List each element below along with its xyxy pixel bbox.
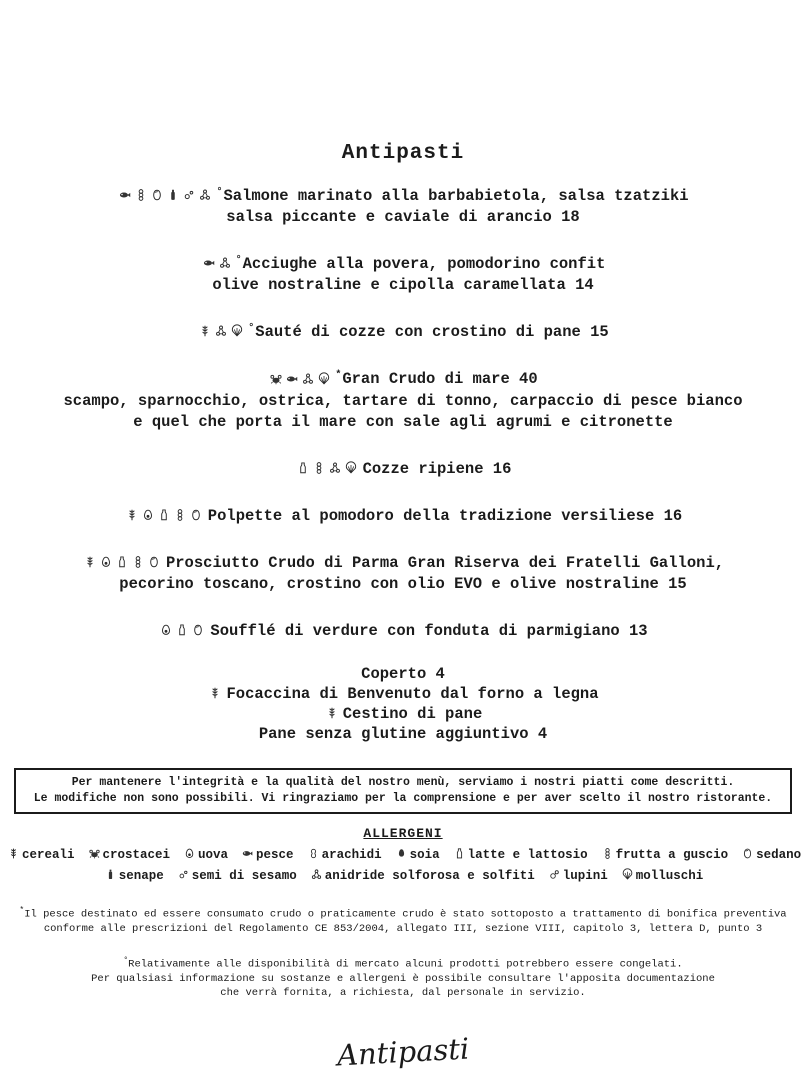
legend-label: uova [198, 848, 229, 863]
legend-label: soia [409, 848, 440, 863]
footnote-marker: ° [248, 323, 255, 335]
item-text: Acciughe alla povera, pomodorino confit [242, 255, 606, 274]
footnote-marker: ° [235, 255, 242, 267]
menu-item-prosciutto [0, 549, 806, 595]
frutta-a-guscio-icon [173, 508, 187, 522]
sedano-icon [147, 555, 161, 569]
menu-item-saute-di-cozze [0, 318, 806, 343]
legend-label: molluschi [635, 869, 704, 884]
coperto-line: Pane senza glutine aggiuntivo 4 [258, 725, 548, 744]
sedano-icon [191, 623, 205, 637]
legend-entry [182, 848, 228, 862]
frutta-a-guscio-icon [134, 188, 148, 202]
legend-icon [306, 848, 322, 862]
footnote-marker: * [19, 906, 25, 916]
anidride-solforosa-icon [198, 188, 212, 202]
allergen-icons [207, 685, 223, 703]
menu-item-salmone [0, 182, 806, 228]
legend-icon [87, 848, 103, 862]
pesce-icon [285, 372, 299, 386]
notice-line: Le modifiche non sono possibili. Vi ringraziamo per la comprensione e per aver scelto il nostro ristorante. [33, 792, 773, 806]
uova-icon [99, 555, 113, 569]
frutta-a-guscio-icon [312, 461, 326, 475]
allergen-icons [268, 371, 332, 389]
allergen-icons [117, 187, 213, 205]
legend-label: arachidi [321, 848, 382, 863]
crostacei-icon [269, 372, 283, 386]
legend-icon [600, 848, 616, 862]
legend-entry [309, 869, 535, 883]
legend-entry [306, 848, 382, 862]
latte-icon [115, 555, 129, 569]
anidride-solforosa-icon [218, 256, 232, 270]
pesce-icon [202, 256, 216, 270]
coperto-line: Focaccina di Benvenuto dal forno a legna [226, 685, 599, 704]
legend-label: sedano [756, 848, 802, 863]
item-text: Prosciutto Crudo di Parma Gran Riserva dei Fratelli Galloni, [165, 554, 725, 573]
signature [0, 1031, 806, 1072]
item-text: Salmone marinato alla barbabietola, salsa tzatziki [223, 187, 689, 206]
footnote-text: Il pesce destinato ed essere consumato crudo o praticamente crudo è stato sottoposto a trattamento di bonifica preventiva [24, 908, 787, 921]
legend-label: cereali [22, 848, 75, 863]
page-title: Antipasti [341, 142, 465, 165]
item-text: Sauté di cozze con crostino di pane 15 [255, 323, 609, 342]
sedano-icon [150, 188, 164, 202]
footnote-text: Relativamente alle disponibilità di mercato alcuni prodotti potrebbero essere congelati. [128, 958, 683, 971]
cereali-icon [125, 508, 139, 522]
legend-icon [309, 869, 325, 883]
legend-entry [620, 869, 704, 883]
uova-icon [141, 508, 155, 522]
menu-item-gran-crudo [0, 365, 806, 432]
legend-icon [740, 848, 756, 862]
legend-icon [103, 869, 119, 883]
pesce-icon [118, 188, 132, 202]
allergen-icons [324, 705, 340, 723]
legend-entry [740, 848, 801, 862]
cereali-icon [7, 847, 20, 860]
anidride-solforosa-icon [301, 372, 315, 386]
signature-text: Antipasti [336, 1031, 470, 1072]
frutta-a-guscio-icon [131, 555, 145, 569]
allergen-icons [124, 507, 204, 525]
legend-icon [182, 848, 198, 862]
legend-label: frutta a guscio [615, 848, 729, 863]
semi-di-sesamo-icon [182, 188, 196, 202]
cereali-icon [198, 324, 212, 338]
cereali-icon [208, 686, 222, 700]
legend-icon [6, 848, 22, 862]
legend-entry [6, 848, 75, 862]
latte-icon [453, 847, 466, 860]
item-text: olive nostraline e cipolla caramellata 14 [212, 276, 594, 295]
molluschi-icon [621, 868, 634, 881]
legend-label: semi di sesamo [191, 869, 297, 884]
item-text: Soufflé di verdure con fonduta di parmigiano 13 [210, 622, 648, 641]
legend-label: anidride solforosa e solfiti [324, 869, 535, 884]
legend-icon [547, 869, 563, 883]
senape-icon [166, 188, 180, 202]
semi-di-sesamo-icon [177, 868, 190, 881]
legend-entry [103, 869, 164, 883]
menu-item-acciughe [0, 250, 806, 296]
molluschi-icon [317, 372, 331, 386]
cereali-icon [83, 555, 97, 569]
menu-item-polpette [0, 502, 806, 527]
menu-item-cozze-ripiene [0, 455, 806, 480]
legend-label: crostacei [102, 848, 171, 863]
legend-row [0, 866, 806, 887]
footnote-marker: * [335, 370, 342, 382]
legend-entry [394, 848, 440, 862]
latte-icon [175, 623, 189, 637]
legend-entry [600, 848, 729, 862]
coperto-line: Cestino di pane [342, 705, 483, 724]
legend-entry [452, 848, 588, 862]
anidride-solforosa-icon [310, 868, 323, 881]
footnote-text: che verrà fornita, a richiesta, dal personale in servizio. [220, 987, 586, 1000]
notice-line: Per mantenere l'integrità e la qualità del nostro menù, serviamo i nostri piatti come descritti. [71, 776, 735, 790]
molluschi-icon [344, 461, 358, 475]
legend-icon [240, 848, 256, 862]
allergen-icons [82, 554, 162, 572]
legend-entry [87, 848, 171, 862]
allergen-icons [201, 255, 233, 273]
legend-row [0, 845, 806, 866]
latte-icon [296, 461, 310, 475]
notice-box [14, 768, 792, 814]
footnote-marker: ° [216, 187, 223, 198]
legend-icon [452, 848, 468, 862]
cereali-icon [325, 706, 339, 720]
item-text: pecorino toscano, crostino con olio EVO e olive nostraline 15 [119, 575, 687, 594]
item-text: Cozze ripiene 16 [362, 459, 512, 478]
legend-icon [620, 869, 636, 883]
legend-entry [176, 869, 297, 883]
allergen-icons [197, 323, 245, 341]
footnote-marker: ° [123, 955, 129, 965]
menu-item-souffle [0, 617, 806, 642]
footnote-text: conforme alle prescrizioni del Regolamento CE 853/2004, allegato III, sezione VIII, capitolo 3, lettera D, punto 3 [43, 923, 763, 936]
allergen-legend [0, 826, 806, 887]
legend-label: latte e lattosio [467, 848, 588, 863]
coperto-section [0, 664, 806, 744]
latte-icon [157, 508, 171, 522]
legend-entry [547, 869, 608, 883]
pesce-icon [241, 847, 254, 860]
molluschi-icon [230, 324, 244, 338]
legend-icon [176, 869, 192, 883]
footnote-frozen [0, 954, 806, 1001]
legend-icon [394, 848, 410, 862]
legend-entry [240, 848, 294, 862]
anidride-solforosa-icon [214, 324, 228, 338]
legend-title: ALLERGENI [363, 826, 443, 842]
footnote-text: Per qualsiasi informazione su sostanze e allergeni è possibile consultare l'apposita documentazione [91, 972, 715, 985]
item-text: Gran Crudo di mare 40 [342, 370, 538, 389]
soia-icon [395, 847, 408, 860]
item-text: Polpette al pomodoro della tradizione versiliese 16 [207, 506, 683, 525]
item-text: e quel che porta il mare con sale agli agrumi e citronette [133, 412, 673, 431]
senape-icon [104, 868, 117, 881]
item-text: scampo, sparnocchio, ostrica, tartare di tonno, carpaccio di pesce bianco [63, 391, 743, 410]
crostacei-icon [88, 847, 101, 860]
footnote-fish [0, 904, 806, 937]
anidride-solforosa-icon [328, 461, 342, 475]
menu-section [0, 182, 806, 744]
sedano-icon [741, 847, 754, 860]
item-text: salsa piccante e caviale di arancio 18 [226, 208, 580, 227]
sedano-icon [189, 508, 203, 522]
coperto-line: Coperto 4 [361, 665, 445, 684]
allergen-icons [158, 622, 206, 640]
arachidi-icon [307, 847, 320, 860]
allergen-icons [295, 460, 359, 478]
legend-label: lupini [562, 869, 608, 884]
frutta-a-guscio-icon [601, 847, 614, 860]
legend-label: pesce [256, 848, 294, 863]
legend-label: senape [118, 869, 164, 884]
lupini-icon [548, 868, 561, 881]
uova-icon [183, 847, 196, 860]
uova-icon [159, 623, 173, 637]
